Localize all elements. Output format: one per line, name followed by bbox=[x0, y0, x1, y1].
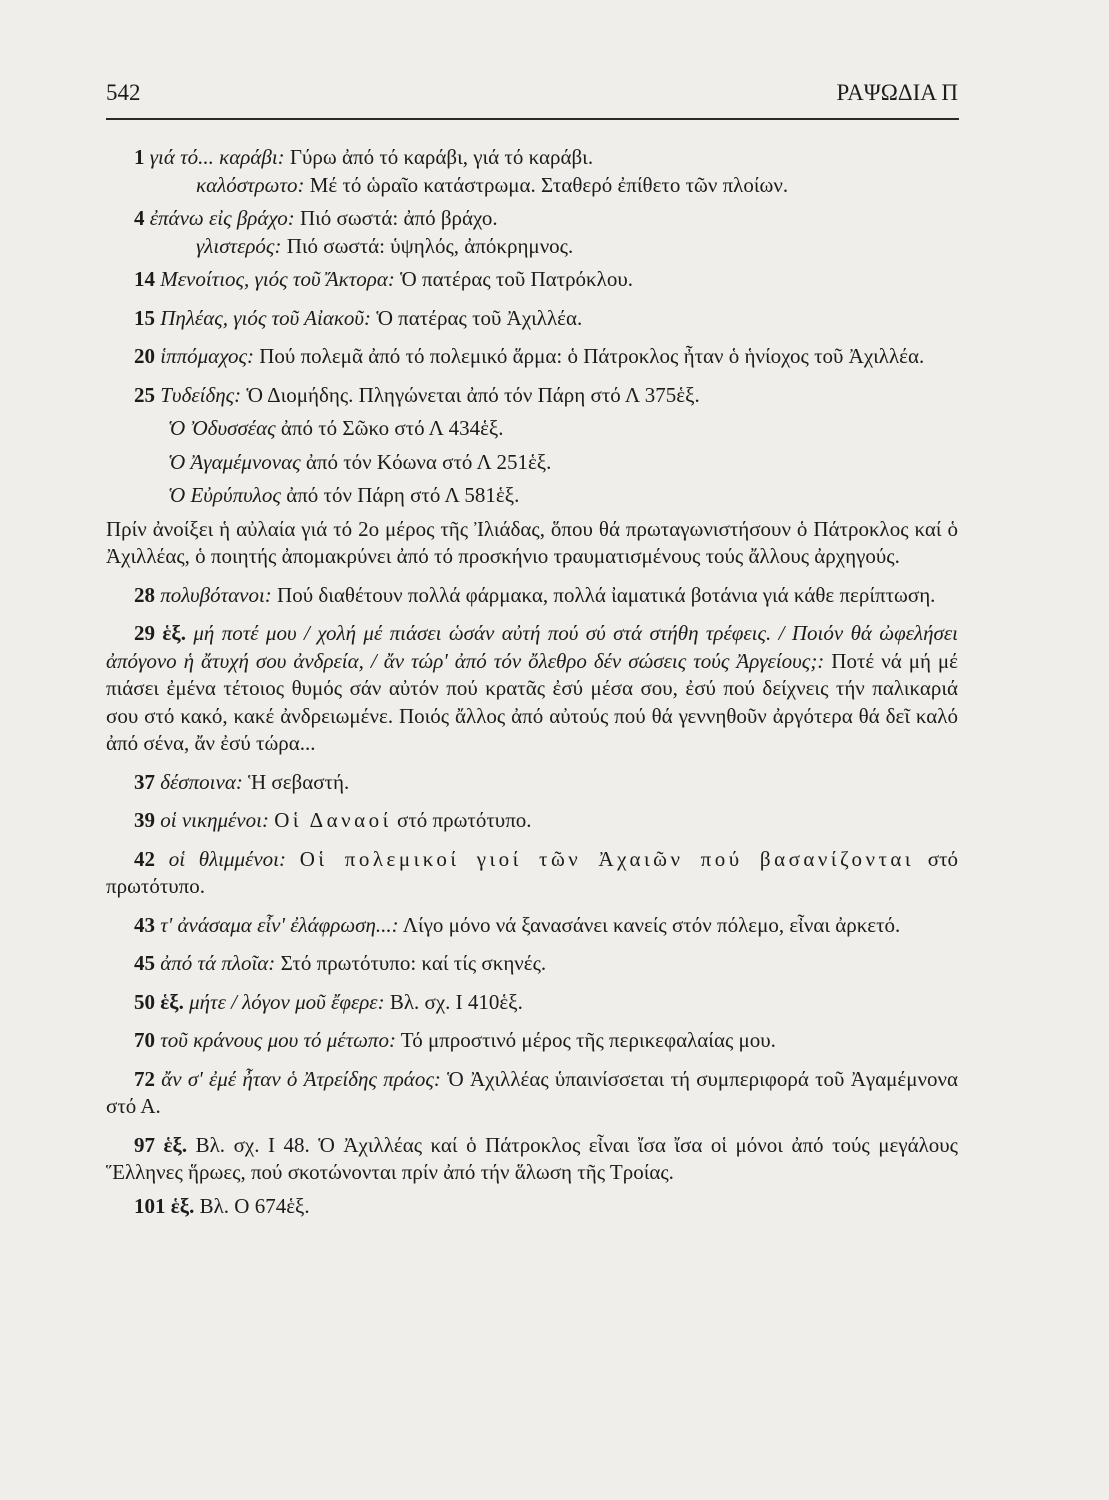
note-text: ἀπό τό Σῶκο στό Λ 434ἑξ. bbox=[275, 416, 504, 440]
lemma: Πηλέας, γιός τοῦ Αἰακοῦ: bbox=[160, 305, 372, 330]
note-39 bbox=[106, 807, 958, 835]
note-28 bbox=[106, 582, 958, 610]
lemma: Ὁ Εὐρύπυλος bbox=[168, 483, 281, 507]
lemma: οἱ θλιμμένοι: bbox=[168, 846, 287, 871]
note-text: Ὁ Διομήδης. Πληγώνεται ἀπό τόν Πάρη στό Λ 375ἑξ. bbox=[241, 382, 700, 407]
note-97 bbox=[106, 1132, 958, 1187]
line-ref: 43 bbox=[134, 912, 155, 937]
note-20 bbox=[106, 343, 958, 371]
lemma: ἱππόμαχος: bbox=[160, 344, 255, 368]
lemma: οἱ νικημένοι: bbox=[160, 808, 269, 832]
note-text: Πρίν ἀνοίξει ἡ αὐλαία γιά τό 2ο μέρος τῆς Ἰλιάδας, ὅπου θά πρωταγωνιστήσουν ὁ Πάτροκλος καί ὁ Ἀχιλλέας, ὁ ποιητής ἀπομακρύνει ἀπό τό προσκήνιο τραυματισμένους τούς ἄλλους ἀρχηγούς. bbox=[106, 516, 958, 568]
note-text: στό πρωτότυπο. bbox=[391, 808, 532, 832]
note-50 bbox=[106, 989, 958, 1017]
lemma: ἀπό τά πλοῖα: bbox=[160, 951, 276, 975]
line-ref: 70 bbox=[134, 1028, 155, 1052]
line-ref: 15 bbox=[134, 305, 155, 330]
note-text: Βλ. Ο 674ἑξ. bbox=[194, 1193, 310, 1218]
note-text: ἀπό τόν Κόωνα στό Λ 251ἑξ. bbox=[300, 449, 552, 474]
note-25-eurypylus bbox=[106, 482, 958, 510]
lemma: ἐπάνω εἰς βράχο: bbox=[149, 206, 295, 230]
sub-note bbox=[168, 233, 958, 261]
commentary-notes bbox=[106, 144, 958, 1231]
note-text: Μέ τό ὡραῖο κατάστρωμα. Σταθερό ἐπίθετο τῶν πλοίων. bbox=[304, 172, 789, 197]
note-42 bbox=[106, 846, 958, 901]
line-ref: 20 bbox=[134, 344, 155, 368]
note-29 bbox=[106, 620, 958, 758]
running-title: ΡΑΨΩΔΙΑ Π bbox=[836, 80, 958, 105]
note-text: Βλ. σχ. Ι 410ἑξ. bbox=[384, 989, 523, 1014]
note-text: Ὁ πατέρας τοῦ Πατρόκλου. bbox=[394, 267, 633, 291]
line-ref: 4 bbox=[134, 206, 145, 230]
line-ref: 101 ἑξ. bbox=[134, 1193, 195, 1218]
note-37 bbox=[106, 769, 958, 797]
spaced-original: Οἱ πολεμικοί γιοί τῶν Ἀχαιῶν πού βασανίζονται bbox=[299, 846, 915, 871]
note-text: Βλ. σχ. Ι 48. Ὁ Ἀχιλλέας καί ὁ Πάτροκλος εἶναι ἴσα ἴσα οἱ μόνοι ἀπό τούς μεγάλους Ἕλληνες ἥρωες, πού σκοτώνονται πρίν ἀπό τήν ἅλωση τῆς Τροίας. bbox=[106, 1132, 958, 1184]
page-header bbox=[106, 80, 958, 106]
lemma: καλόστρωτο: bbox=[196, 172, 305, 197]
note-text: Στό πρωτότυπο: καί τίς σκηνές. bbox=[275, 951, 547, 975]
note-43 bbox=[106, 912, 958, 940]
line-ref: 25 bbox=[134, 382, 155, 407]
line-ref: 72 bbox=[134, 1066, 155, 1091]
line-ref: 39 bbox=[134, 808, 155, 832]
note-15 bbox=[106, 305, 958, 333]
note-25-odysseus bbox=[106, 415, 958, 443]
note-text: Τό μπροστινό μέρος τῆς περικεφαλαίας μου. bbox=[395, 1028, 776, 1052]
line-ref: 42 bbox=[134, 846, 155, 871]
note-25-agamemnon bbox=[106, 449, 958, 477]
note-text: Ἡ σεβαστή. bbox=[242, 769, 350, 794]
note-text: Πού διαθέτουν πολλά φάρμακα, πολλά ἰαματικά βοτάνια γιά κάθε περίπτωση. bbox=[271, 582, 936, 607]
note-text: Γύρω ἀπό τό καράβι, γιά τό καράβι. bbox=[284, 145, 594, 169]
line-ref: 28 bbox=[134, 582, 155, 607]
header-rule bbox=[106, 118, 959, 120]
line-ref: 1 bbox=[134, 145, 145, 169]
lemma: Τυδείδης: bbox=[160, 382, 242, 407]
lemma: Ὁ Ἀγαμέμνονας bbox=[168, 449, 301, 474]
line-ref: 37 bbox=[134, 769, 155, 794]
note-commentary-paragraph bbox=[106, 516, 958, 571]
spaced-original: Οἱ Δαναοί bbox=[274, 808, 392, 832]
note-25 bbox=[106, 382, 958, 410]
lemma: μήτε / λόγον μοῦ ἔφερε: bbox=[189, 989, 385, 1014]
line-ref: 97 ἑξ. bbox=[134, 1132, 188, 1157]
note-70 bbox=[106, 1027, 958, 1055]
line-ref: 45 bbox=[134, 951, 155, 975]
note-72 bbox=[106, 1066, 958, 1121]
lemma: δέσποινα: bbox=[160, 769, 243, 794]
note-45 bbox=[106, 950, 958, 978]
note-text: στό πρωτότυπο. bbox=[106, 846, 959, 898]
lemma: τοῦ κράνους μου τό μέτωπο: bbox=[160, 1028, 396, 1052]
note-text: ἀπό τόν Πάρη στό Λ 581ἑξ. bbox=[280, 483, 520, 507]
lemma: πολυβότανοι: bbox=[160, 582, 272, 607]
note-text: Ὁ πατέρας τοῦ Ἀχιλλέα. bbox=[371, 305, 583, 330]
line-ref: 29 ἑξ. bbox=[134, 621, 186, 645]
lemma: γιά τό... καράβι: bbox=[149, 145, 285, 169]
page-number: 542 bbox=[106, 80, 141, 105]
lemma: μή ποτέ μου / χολή μέ πιάσει ὡσάν αὐτή πού σύ στά στήθη τρέφεις. / Ποιόν θά ὠφελήσει ἀπόγονο ἡ ἄτυχή σου ἀνδρεία, / ἄν τώρ' ἀπό τόν ὄλεθρο δέν σώσεις τούς Ἀργείους;: bbox=[106, 621, 959, 673]
note-4 bbox=[106, 205, 958, 260]
lemma: τ' ἀνάσαμα εἶν' ἐλάφρωση...: bbox=[160, 912, 399, 937]
note-text: Πιό σωστά: ὑψηλός, ἀπόκρημνος. bbox=[281, 233, 574, 258]
note-text: Ὁ Ἀχιλλέας ὑπαινίσσεται τή συμπεριφορά τοῦ Ἀγαμέμνονα στό Α. bbox=[106, 1066, 959, 1118]
note-101 bbox=[106, 1193, 958, 1221]
lemma: γλιστερός: bbox=[196, 233, 282, 258]
note-text: Ποτέ νά μή μέ πιάσει ἐμένα τέτοιος θυμός σάν αὐτόν πού κρατᾶς ἐσύ μέσα σου, ἐσύ πού δείχνεις τήν παλικαριά σου στό κακό, κακέ ἀνδρειωμένε. Ποιός ἄλλος ἀπό αὐτούς πού θά γεννηθοῦν ἀργότερα θά δεῖ καλό ἀπό σένα, ἄν ἐσύ τώρα... bbox=[106, 648, 958, 755]
sub-note bbox=[168, 172, 958, 200]
lemma: Ὁ Ὀδυσσέας bbox=[168, 416, 276, 440]
note-14 bbox=[106, 266, 958, 294]
line-ref: 14 bbox=[134, 267, 155, 291]
note-text: Πού πολεμᾶ ἀπό τό πολεμικό ἅρμα: ὁ Πάτροκλος ἦταν ὁ ἡνίοχος τοῦ Ἀχιλλέα. bbox=[254, 344, 925, 368]
lemma: ἄν σ' ἐμέ ἦταν ὁ Ἀτρείδης πράος: bbox=[161, 1066, 441, 1091]
note-1 bbox=[106, 144, 958, 199]
lemma: Μενοίτιος, γιός τοῦ Ἄκτορα: bbox=[160, 267, 395, 291]
note-text: Λίγο μόνο νά ξανασάνει κανείς στόν πόλεμο, εἶναι ἀρκετό. bbox=[398, 912, 901, 937]
note-text: Πιό σωστά: ἀπό βράχο. bbox=[294, 206, 498, 230]
line-ref: 50 ἑξ. bbox=[134, 989, 184, 1014]
